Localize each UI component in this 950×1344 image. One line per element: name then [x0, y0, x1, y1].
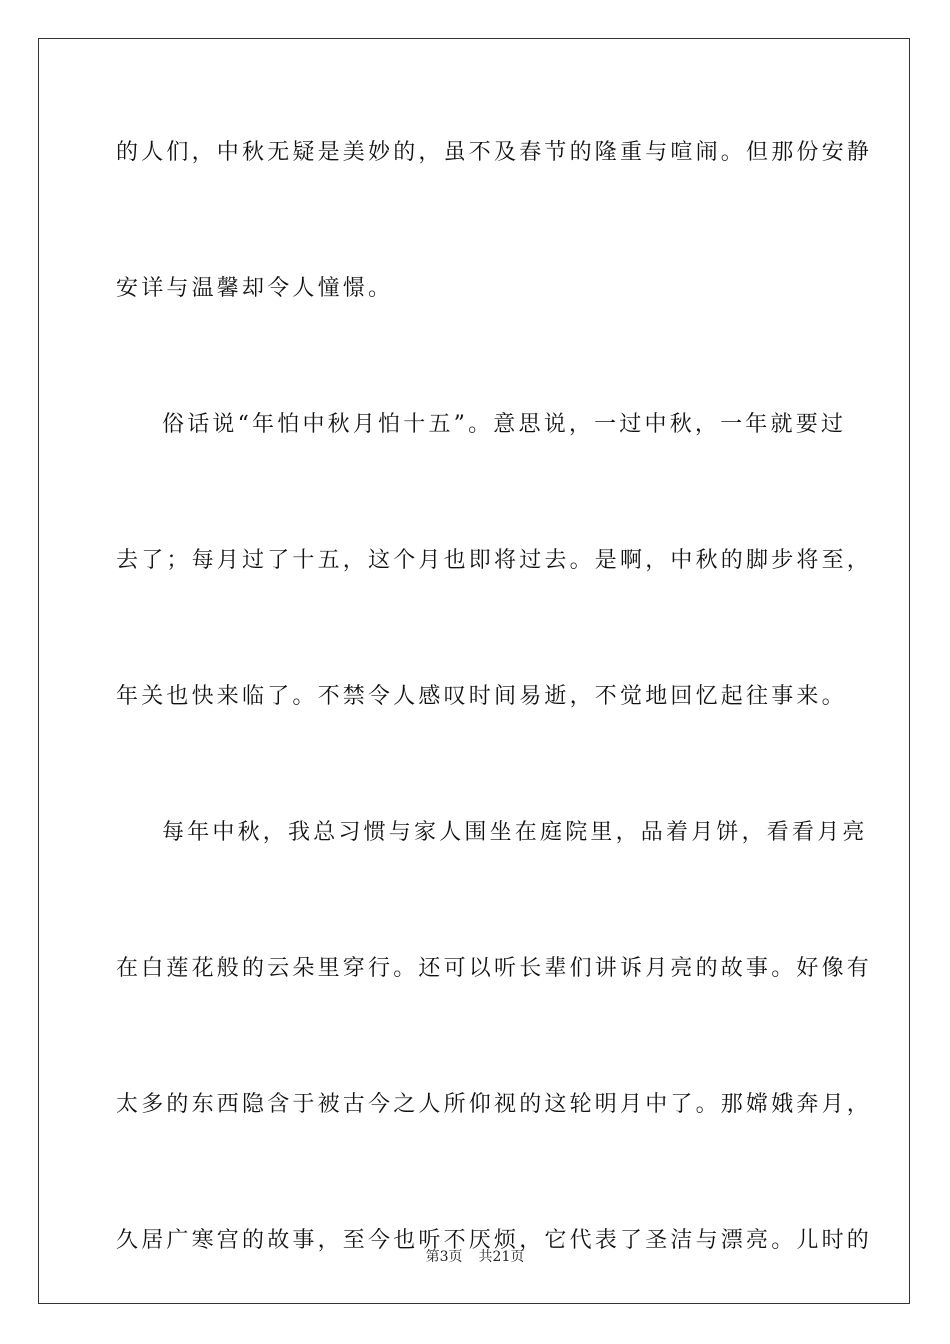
line-spacer [116, 1003, 834, 1071]
line-spacer [116, 1139, 834, 1207]
paragraph-spacer [116, 323, 834, 391]
text-line: 在白莲花般的云朵里穿行。还可以听长辈们讲诉月亮的故事。好像有 [116, 956, 873, 981]
text-line: 的人们，中秋无疑是美妙的，虽不及春节的隆重与喧闹。但那份安静 [116, 140, 873, 165]
line-spacer [116, 187, 834, 255]
text-line: 去了；每月过了十五，这个月也即将过去。是啊，中秋的脚步将至， [116, 548, 873, 573]
page-total: 共21页 [478, 1249, 525, 1265]
paragraph-spacer [116, 731, 834, 799]
text-line: 久居广寒宫的故事，至今也听不厌烦，它代表了圣洁与漂亮。儿时的 [116, 1228, 873, 1253]
text-line: 年关也快来临了。不禁令人感叹时间易逝，不觉地回忆起往事来。 [116, 684, 847, 709]
text-line: 每年中秋，我总习惯与家人围坐在庭院里，品着月饼，看看月亮 [162, 820, 868, 845]
text-line: 安详与温馨却令人憧憬。 [116, 276, 394, 301]
page-footer [0, 1246, 950, 1266]
page-number: 第3页 [425, 1249, 463, 1265]
document-body [116, 119, 873, 1275]
line-spacer [116, 459, 834, 527]
line-spacer [116, 867, 834, 935]
line-spacer [116, 595, 834, 663]
text-line: 太多的东西隐含于被古今之人所仰视的这轮明月中了。那嫦娥奔月， [116, 1092, 873, 1117]
text-line: 俗话说“年怕中秋月怕十五”。意思说，一过中秋，一年就要过 [162, 412, 847, 437]
